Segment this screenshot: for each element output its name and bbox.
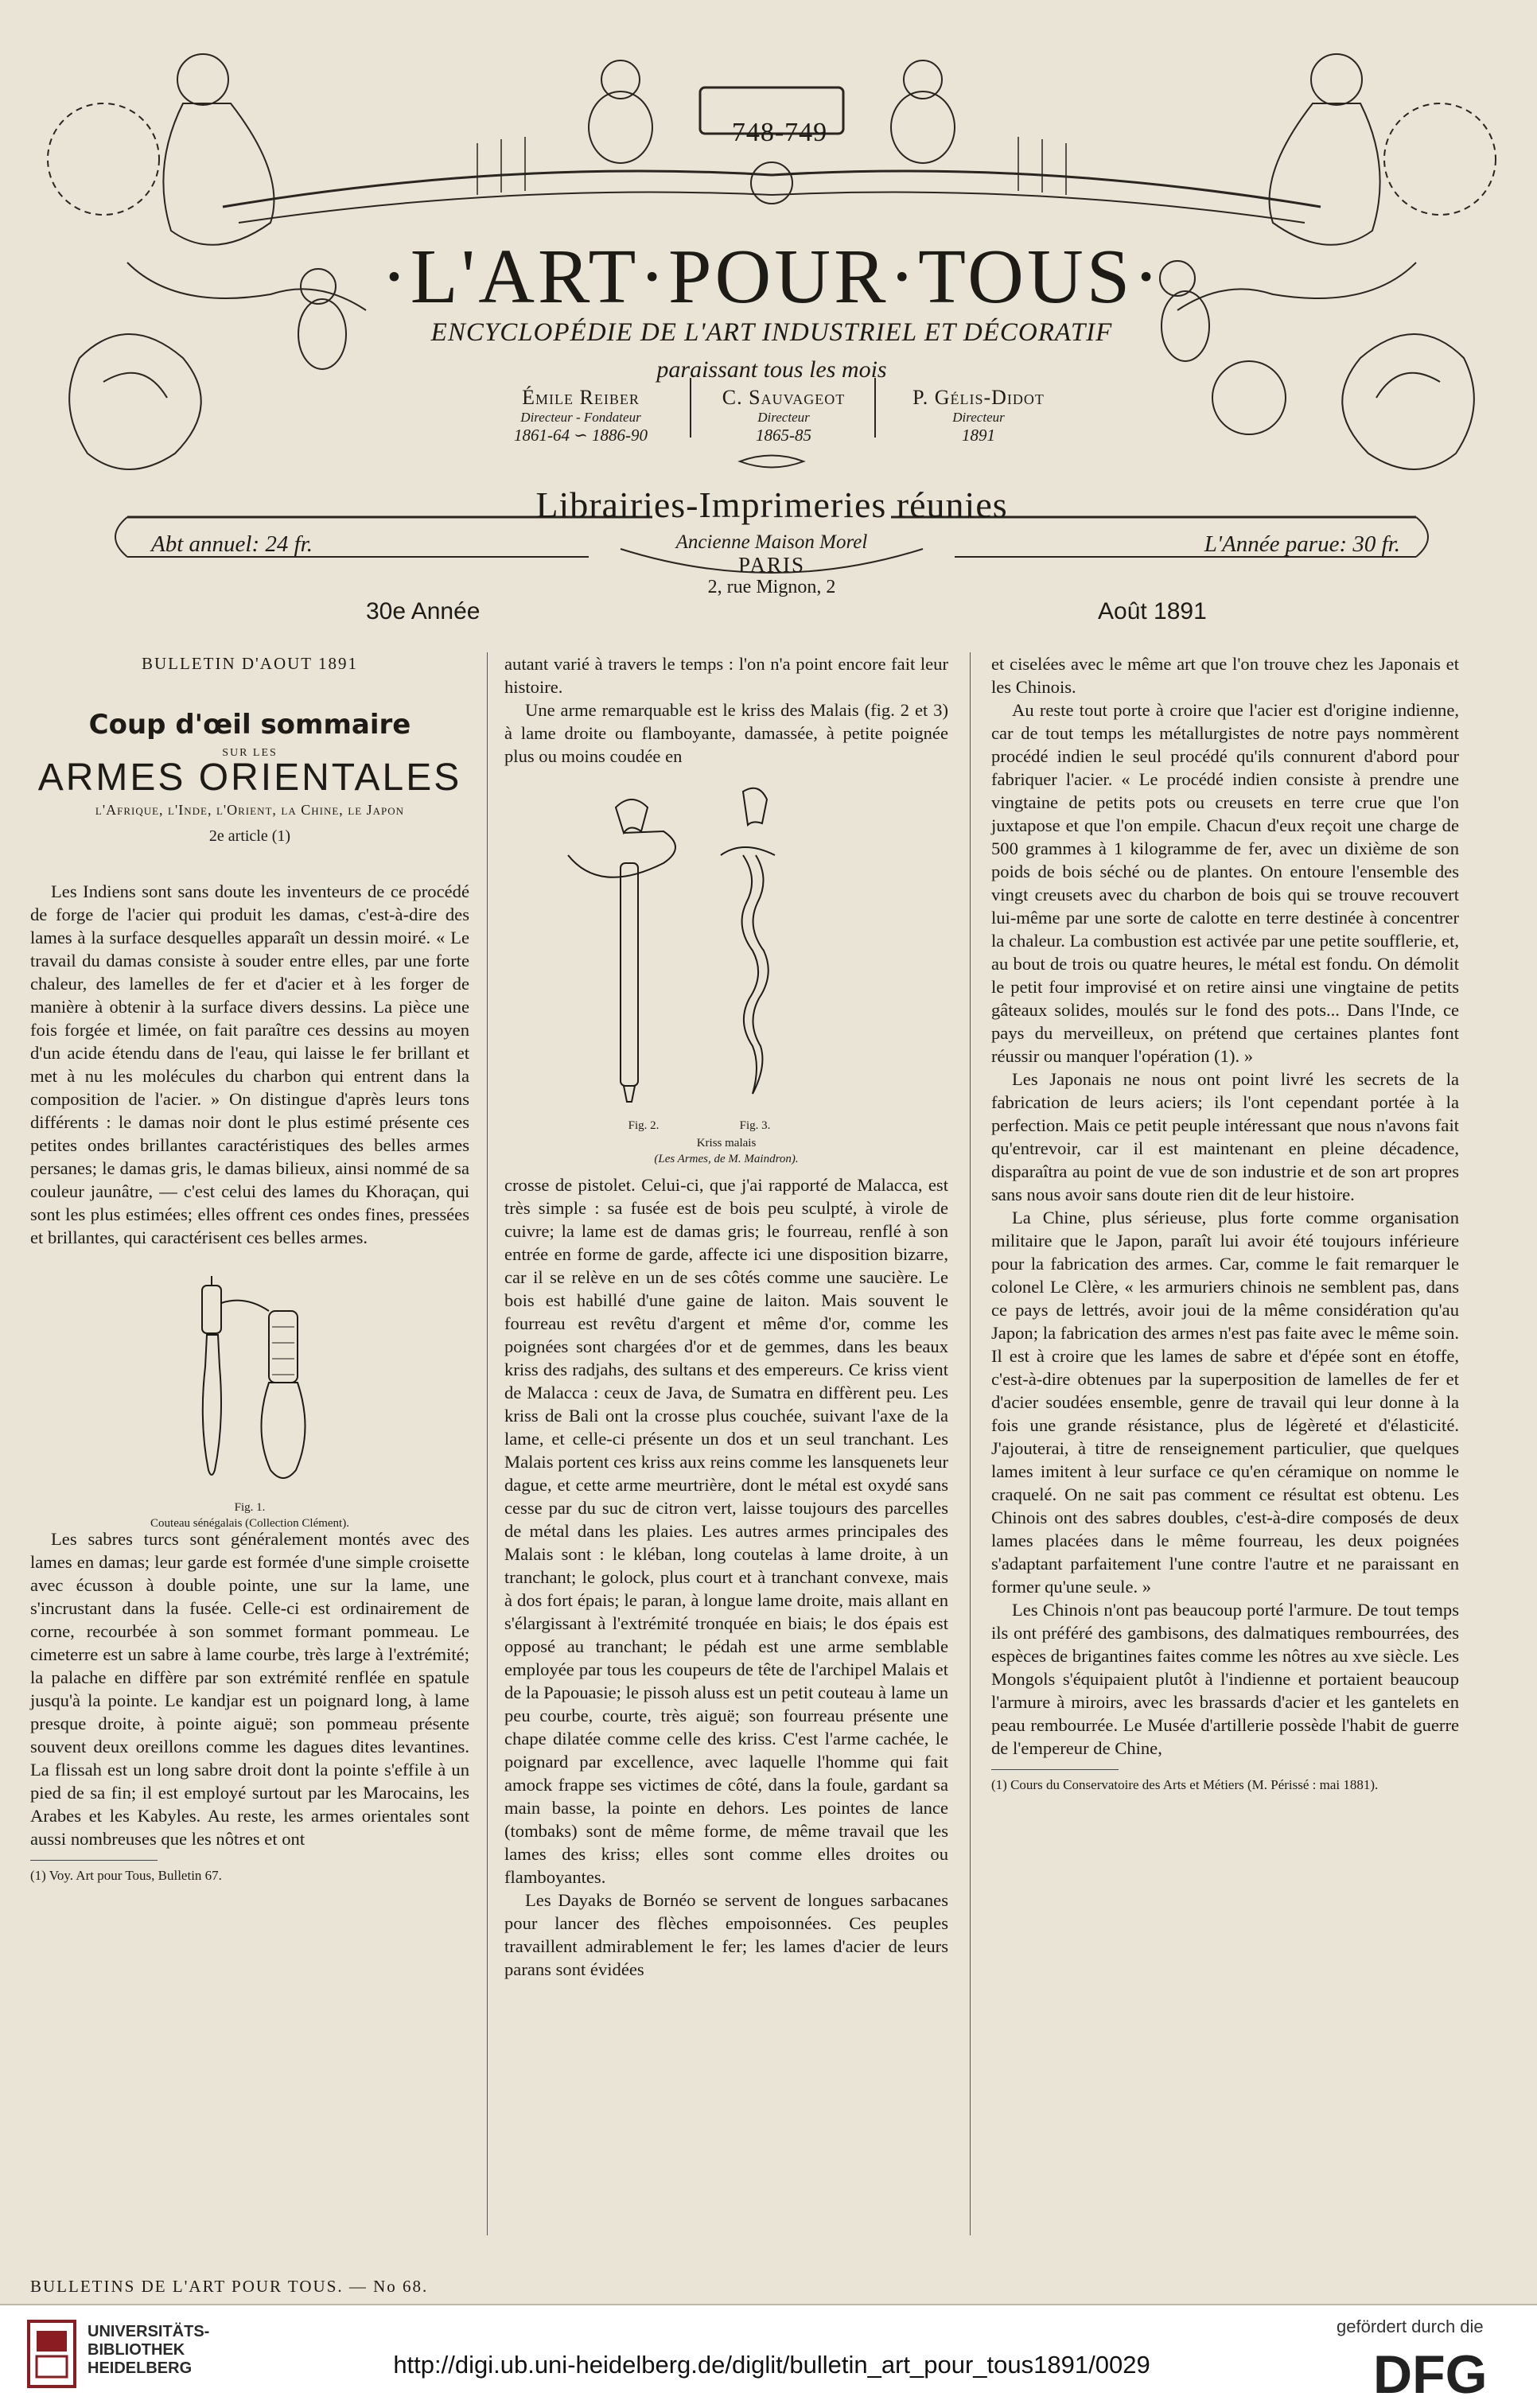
- founder-dates: 1865-85: [756, 426, 811, 445]
- article-title-connector: SUR LES: [222, 747, 278, 759]
- founder-name: P. Gélis-Didot: [912, 386, 1045, 409]
- founder-dates: 1891: [962, 426, 995, 445]
- bulletin-heading: BULLETIN D'AOUT 1891: [141, 654, 359, 673]
- column-3: [991, 652, 1459, 1794]
- paragraph: Une arme remarquable est le kriss des Malais (fig. 2 et 3) à lame droite ou flamboyante, damassée, à petite poignée plus ou moins coudée en: [504, 700, 948, 766]
- paragraph: Les Indiens sont sans doute les inventeurs de ce procédé de forge de l'acier qui produit les damas, c'est-à-dire des lames à la surface desquelles apparaît un dessin moiré. « Le travail du damas consiste à souder entre elles, par une forte chaleur, des lamelles de fer et d'acier et à les forger de manière à obtenir à la surface divers dessins. La pièce une fois forgée et limée, on fait paraître ces dessins au moyen d'un acide étendu dans de l'eau, qui laisse le fer brillant et met à nu les molécules du charbon qui entrent dans la composition de l'acier. » On distingue d'après leurs tons différents : le damas noir dont le plus estimé présente ces petites ondes brillantes caractéristiques des belles armes persanes; le damas gris, le damas bilieux, ainsi nommé de sa couleur jaunâtre, — c'est celui des lames du Khoraçan, qui sont les plus estimées; elles offrent ces ondes fines, pressées et brillantes, qui caractérisent ces belles armes.: [30, 881, 469, 1247]
- journal-title: ·L'ART·POUR·TOUS·: [381, 234, 1162, 320]
- senegalese-knife-illustration: [30, 1271, 469, 1494]
- paragraph: Les sabres turcs sont généralement montés avec des lames en damas; leur garde est formée d'une simple croisette avec écusson à double pointe, une sur la lame, une s'incrustant dans la fusée. Celle-ci est ordinairement de corne, recourbée à son sommet formant pommeau. Le cimeterre est un sabre à lame courbe, très large à l'extrémité; la palache en diffère par son extrémité renflée en spatule jusqu'à la pointe. Le kandjar est un poignard long, à lame presque droite, à pointe aiguë; son pommeau présente souvent deux oreillons comme les dagues dites levantines. La flissah est un long sabre droit dont la pointe s'effile à un pied de sa fin; il est employé surtout par les Marocains, les Arabes et les Kabyles. Au reste, les armes orientales sont aussi nombreuses que les nôtres et ont: [30, 1529, 469, 1849]
- bulletin-footer: BULLETINS DE L'ART POUR TOUS. — No 68.: [30, 2277, 429, 2296]
- founder-name: Émile Reiber: [522, 386, 640, 409]
- paragraph: La Chine, plus sérieuse, plus forte comme organisation militaire que le Japon, paraît lui avoir été toujours inférieure pour la fabrication des armes. Car, comme le fait remarquer le colonel Le Clère, « les armuriers chinois ne semblent pas, dans ce pays de lettrés, avoir joui de la même considération qu'au Japon; la fabrication des armes n'est pas faite avec le même soin. Il est à croire que les lames de sabre et d'épée sont en étoffe, c'est-à-dire obtenues par la superposition de lamelles de fer et d'acier soudées ensemble, genre de travail qui leur donne à la fois une grande résistance, plus de légèreté et d'élasticité. J'ajouterai, à titre de renseignement particulier, que quelques lames imitent à leur surface ce qu'en céramique on nomme le craquelé. On ne sait pas comment ce résultat est obtenu. Les Chinois ont des sabres doubles, c'est-à-dire composés de deux lames placées dans le même fourreau, les deux poignées s'adaptant parfaitement l'une contre l'autre et ne paraissant en former qu'une seule. »: [991, 1208, 1459, 1597]
- dfg-logo-text: DFG: [1373, 2345, 1488, 2401]
- article-title-line-1: Coup d'œil sommaire: [88, 709, 411, 741]
- footnote-rule: [30, 1860, 158, 1861]
- figure-3-number: Fig. 3.: [739, 1119, 771, 1132]
- paragraph: autant varié à travers le temps : l'on n'a point encore fait leur histoire.: [504, 654, 948, 697]
- publisher-name: Librairies-Imprimeries réunies: [535, 484, 1008, 525]
- issue-date: Août 1891: [1098, 598, 1207, 624]
- founder-sauvageot: [696, 386, 871, 445]
- founder-role: Directeur: [757, 410, 810, 425]
- column-1: [30, 652, 469, 1885]
- column-rule: [487, 652, 488, 2235]
- figure-2-3-source: (Les Armes, de M. Maindron).: [654, 1153, 799, 1165]
- footnote: (1) Voy. Art pour Tous, Bulletin 67.: [30, 1868, 222, 1883]
- founder-role: Directeur - Fondateur: [520, 410, 641, 425]
- founder-gelis-didot: [891, 386, 1066, 445]
- malay-kriss-illustration: [504, 776, 948, 1118]
- paragraph: Les Japonais ne nous ont point livré les secrets de la fabrication de leurs aciers; ils l'ont cependant portée à la perfection. Mais ce petit peuple intéressant que nous n'avons fait qu'entrevoir, car il est maintenant en pleine décadence, disparaîtra au point de vue de son industrie et de son art propres sans nous avoir sans doute rien dit de leur histoire.: [991, 1069, 1459, 1204]
- founder-reiber: [493, 386, 668, 445]
- university-library-name: [88, 2323, 209, 2378]
- university-library-name-line: HEIDELBERG: [88, 2359, 193, 2377]
- column-2: [504, 652, 948, 1981]
- founder-role: Directeur: [952, 410, 1005, 425]
- issue-number: 748-749: [731, 118, 828, 147]
- publisher-city: PARIS: [737, 553, 806, 577]
- figure-2-3-caption: Kriss malais: [696, 1137, 757, 1150]
- journal-frequency: paraissant tous les mois: [656, 356, 887, 383]
- paragraph: crosse de pistolet. Celui-ci, que j'ai rapporté de Malacca, est très simple : sa fusée est de bois peu sculpté, à virole de cuivre; la lame est de damas gris; le fourreau, renflé à son entrée en forme de garde, affecte ici une disposition bizarre, car il se relève en un de ses côtés comme une saucière. Le bois est habillé d'une gaine de laiton. Mais souvent le fourreau est revêtu d'argent et même d'or, comme les poignées sont chargées d'or et de gemmes, dans les beaux kriss des radjahs, des sultans et des empereurs. Ce kriss vient de Malacca : ceux de Java, de Sumatra en diffèrent peu. Les kriss de Bali ont la crosse plus couchée, suivant l'axe de la lame, et celle-ci présente un dos et un seul tranchant. Les Malais portent ces kriss aux reins comme les lansquenets leur dague, et cette arme meurtrière, dont le métal est oxydé sans cesse par du suc de citron vert, laisse toujours des parcelles de métal dans les plaies. Les autres armes principales des Malais sont : le kléban, long coutelas à lame droite, à un tranchant; le golock, plus court et à tranchant convexe, mais à dos fort épais; le paran, à longue lame droite, mais allant en s'élargissant à l'extrémité tronquée en biais; le dos épais est opposé au tranchant; le pédah est une arme semblable employée par tous les coupeurs de tête de l'archipel Malais et de la Papouasie; le pissoh aluss est un petit couteau à lame un peu courbe, courte, très aiguë; son fourreau présente une chape dilatée comme celle des kriss. C'est l'arme cachée, le poignard par excellence, avec laquelle l'homme qui fait amock frappe ses victimes de côté, dans la foule, gardant sa main basse, la pointe en dehors. Les pointes de lance (tombaks) sont de même forme, de même travail que les lames des kriss; elles sont comme elles droites ou flamboyantes.: [504, 1175, 948, 1887]
- dfg-logo-icon: [1373, 2345, 1516, 2401]
- university-library-name-line: UNIVERSITÄTS-: [88, 2323, 210, 2340]
- volume-year: 30e Année: [366, 598, 481, 624]
- source-url-link[interactable]: http://digi.ub.uni-heidelberg.de/diglit/bulletin_art_pour_tous1891/0029: [393, 2351, 1150, 2379]
- subscription-price: Abt annuel: 24 fr.: [151, 531, 313, 557]
- paragraph: Les Chinois n'ont pas beaucoup porté l'armure. De tout temps ils ont préféré des gambisons, des dalmatiques rembourrées, des espèces de brigantines faites comme les nôtres au xve siècle. Les Mongols s'équipaient plutôt à l'indienne et portaient beaucoup l'armure à miroirs, avec les brassards d'acier et les gantelets en peau rembourrée. Le Musée d'artillerie possède l'habit de guerre de l'empereur de Chine,: [991, 1600, 1459, 1758]
- figure-2-number: Fig. 2.: [628, 1119, 660, 1132]
- university-library-name-line: BIBLIOTHEK: [88, 2341, 185, 2359]
- figure-2-3: [504, 776, 948, 1173]
- figure-1-caption: Couteau sénégalais (Collection Clément).: [150, 1517, 349, 1530]
- article-title-main: ARMES ORIENTALES: [37, 757, 462, 799]
- publisher-former-name: Ancienne Maison Morel: [675, 531, 868, 553]
- year-price: L'Année parue: 30 fr.: [1204, 531, 1400, 557]
- journal-subtitle: ENCYCLOPÉDIE DE L'ART INDUSTRIEL ET DÉCORATIF: [430, 318, 1113, 347]
- founder-dates: 1861-64 ∽ 1886-90: [513, 426, 648, 445]
- figure-1: [30, 1271, 469, 1530]
- article-regions: l'Afrique, l'Inde, l'Orient, la Chine, le Japon: [95, 802, 405, 818]
- masthead: [32, 24, 1512, 624]
- footnote: (1) Cours du Conservatoire des Arts et Métiers (M. Périssé : mai 1881).: [991, 1777, 1379, 1792]
- publisher-address: 2, rue Mignon, 2: [707, 577, 836, 597]
- funded-by-label: gefördert durch die: [1337, 2317, 1484, 2336]
- column-rule: [970, 652, 971, 2235]
- figure-1-number: Fig. 1.: [234, 1501, 266, 1514]
- footnote-rule: [991, 1769, 1119, 1770]
- article-part: 2e article (1): [208, 827, 291, 845]
- university-seal-icon: [27, 2320, 76, 2388]
- paragraph: Les Dayaks de Bornéo se servent de longues sarbacanes pour lancer des flèches empoisonnées. Ces peuples travaillent admirablement le fer; les lames d'acier de leurs parans sont évidées: [504, 1890, 948, 1979]
- founder-name: C. Sauvageot: [722, 386, 846, 409]
- paragraph: Au reste tout porte à croire que l'acier est d'origine indienne, car de tout temps les métallurgistes de notre pays nommèrent procédé indien le seul procédé qu'ils connurent d'abord pour fabriquer l'acier. « Le procédé indien consiste à prendre une vingtaine de petits pots ou creusets en terre crue que l'on juxtapose et que l'on empile. Chacun d'eux reçoit une charge de 500 grammes à 1 kilogramme de fer, avec un dixième de son poids de bois séché ou de plantes. On entoure l'ensemble des vingt creusets avec du charbon de bois qui se trouve recouvert lui-même par une sorte de calotte en terre destinée à concentrer la chaleur. La combustion est activée par une petite soufflerie, et, au bout de trois ou quatre heures, le métal est fondu. On démolit le petit four improvisé et on retire ainsi une vingtaine de petits gâteaux solides, moulés sur le fond des pots... Dans l'Inde, ce pays du merveilleux, on prétend que certaines plantes font réussir ou manquer l'opération (1). »: [991, 700, 1459, 1066]
- paragraph: et ciselées avec le même art que l'on trouve chez les Japonais et les Chinois.: [991, 654, 1459, 697]
